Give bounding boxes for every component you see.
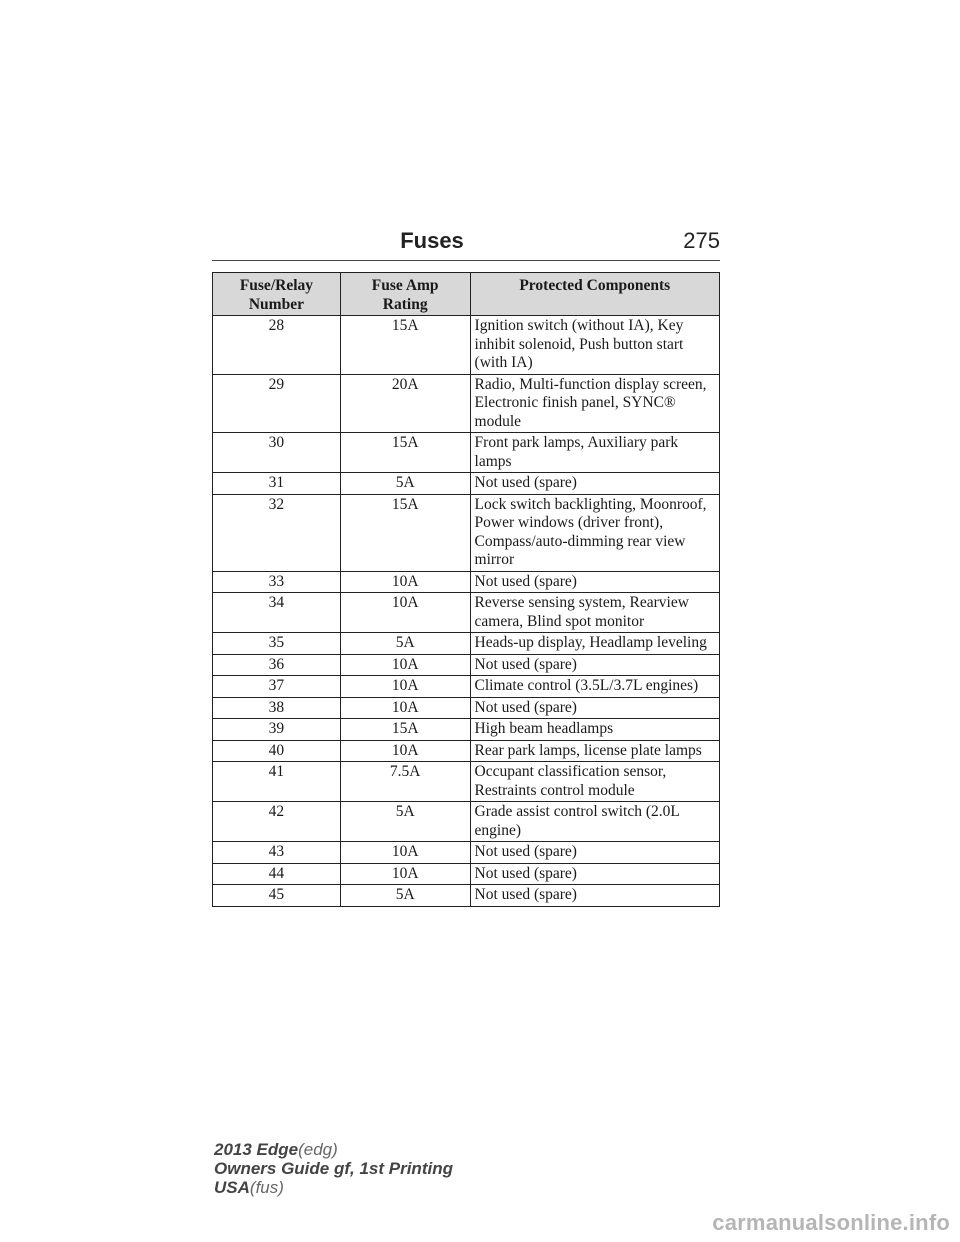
fuse-number: 31 [213, 473, 341, 495]
fuse-components: Not used (spare) [470, 885, 719, 907]
table-row [213, 654, 720, 676]
fuse-amp: 10A [340, 697, 470, 719]
fuse-number: 43 [213, 842, 341, 864]
fuse-amp: 5A [340, 633, 470, 655]
fuse-amp: 10A [340, 593, 470, 633]
fuse-amp: 10A [340, 863, 470, 885]
footer-line-edition: Owners Guide gf, 1st Printing [214, 1159, 453, 1178]
fuse-amp: 15A [340, 494, 470, 571]
fuse-components: Not used (spare) [470, 697, 719, 719]
table-row [213, 802, 720, 842]
page-number: 275 [683, 228, 720, 253]
fuse-components: Not used (spare) [470, 863, 719, 885]
fuse-components: Ignition switch (without IA), Key inhibit solenoid, Push button start (with IA) [470, 316, 719, 375]
fuse-components: High beam headlamps [470, 719, 719, 741]
table-row [213, 740, 720, 762]
table-header-row [213, 273, 720, 316]
fuse-amp: 15A [340, 316, 470, 375]
fuse-amp: 10A [340, 676, 470, 698]
fuse-number: 32 [213, 494, 341, 571]
fuse-amp: 5A [340, 802, 470, 842]
fuse-components: Grade assist control switch (2.0L engine) [470, 802, 719, 842]
fuse-number: 39 [213, 719, 341, 741]
fuse-components: Front park lamps, Auxiliary park lamps [470, 433, 719, 473]
fuse-number: 38 [213, 697, 341, 719]
fuse-amp: 7.5A [340, 762, 470, 802]
table-row [213, 863, 720, 885]
fuse-number: 40 [213, 740, 341, 762]
table-row [213, 473, 720, 495]
fuse-amp: 5A [340, 473, 470, 495]
watermark: carmanualsonline.info [712, 1210, 950, 1235]
fuse-components: Radio, Multi-function display screen, Electronic finish panel, SYNC® module [470, 374, 719, 433]
fuse-amp: 10A [340, 740, 470, 762]
fuse-number: 34 [213, 593, 341, 633]
table-row [213, 697, 720, 719]
table-row [213, 494, 720, 571]
table-row [213, 676, 720, 698]
fuse-amp: 10A [340, 571, 470, 593]
table-row [213, 374, 720, 433]
fuse-components: Occupant classification sensor, Restraints control module [470, 762, 719, 802]
fuse-components: Lock switch backlighting, Moonroof, Power windows (driver front), Compass/auto-dimming rear view mirror [470, 494, 719, 571]
fuse-amp: 20A [340, 374, 470, 433]
fuse-number: 28 [213, 316, 341, 375]
document-footer [214, 1140, 453, 1197]
fuse-number: 30 [213, 433, 341, 473]
fuse-number: 44 [213, 863, 341, 885]
fuse-amp: 10A [340, 842, 470, 864]
section-title: Fuses [400, 228, 464, 253]
fuse-amp: 5A [340, 885, 470, 907]
table-row [213, 316, 720, 375]
fuse-number: 33 [213, 571, 341, 593]
fuse-number: 37 [213, 676, 341, 698]
fuse-components: Not used (spare) [470, 842, 719, 864]
fuse-number: 35 [213, 633, 341, 655]
fuse-components: Not used (spare) [470, 654, 719, 676]
table-row [213, 593, 720, 633]
fuse-number: 36 [213, 654, 341, 676]
fuse-amp: 15A [340, 719, 470, 741]
table-row [213, 633, 720, 655]
fuse-number: 29 [213, 374, 341, 433]
fuse-number: 41 [213, 762, 341, 802]
footer-line-model: 2013 Edge(edg) [214, 1140, 338, 1159]
footer-line-market: USA(fus) [214, 1178, 284, 1197]
table-row [213, 885, 720, 907]
column-header-amp: Fuse Amp Rating [340, 273, 470, 316]
table-row [213, 762, 720, 802]
fuse-table [212, 272, 720, 907]
table-row [213, 433, 720, 473]
fuse-components: Not used (spare) [470, 571, 719, 593]
fuse-components: Reverse sensing system, Rearview camera, Blind spot monitor [470, 593, 719, 633]
table-row [213, 719, 720, 741]
fuse-number: 42 [213, 802, 341, 842]
fuse-number: 45 [213, 885, 341, 907]
column-header-components: Protected Components [470, 273, 719, 316]
fuse-amp: 10A [340, 654, 470, 676]
table-row [213, 842, 720, 864]
page-header [212, 228, 720, 261]
column-header-number: Fuse/Relay Number [213, 273, 341, 316]
fuse-components: Heads-up display, Headlamp leveling [470, 633, 719, 655]
fuse-components: Not used (spare) [470, 473, 719, 495]
fuse-components: Rear park lamps, license plate lamps [470, 740, 719, 762]
table-row [213, 571, 720, 593]
fuse-amp: 15A [340, 433, 470, 473]
fuse-components: Climate control (3.5L/3.7L engines) [470, 676, 719, 698]
